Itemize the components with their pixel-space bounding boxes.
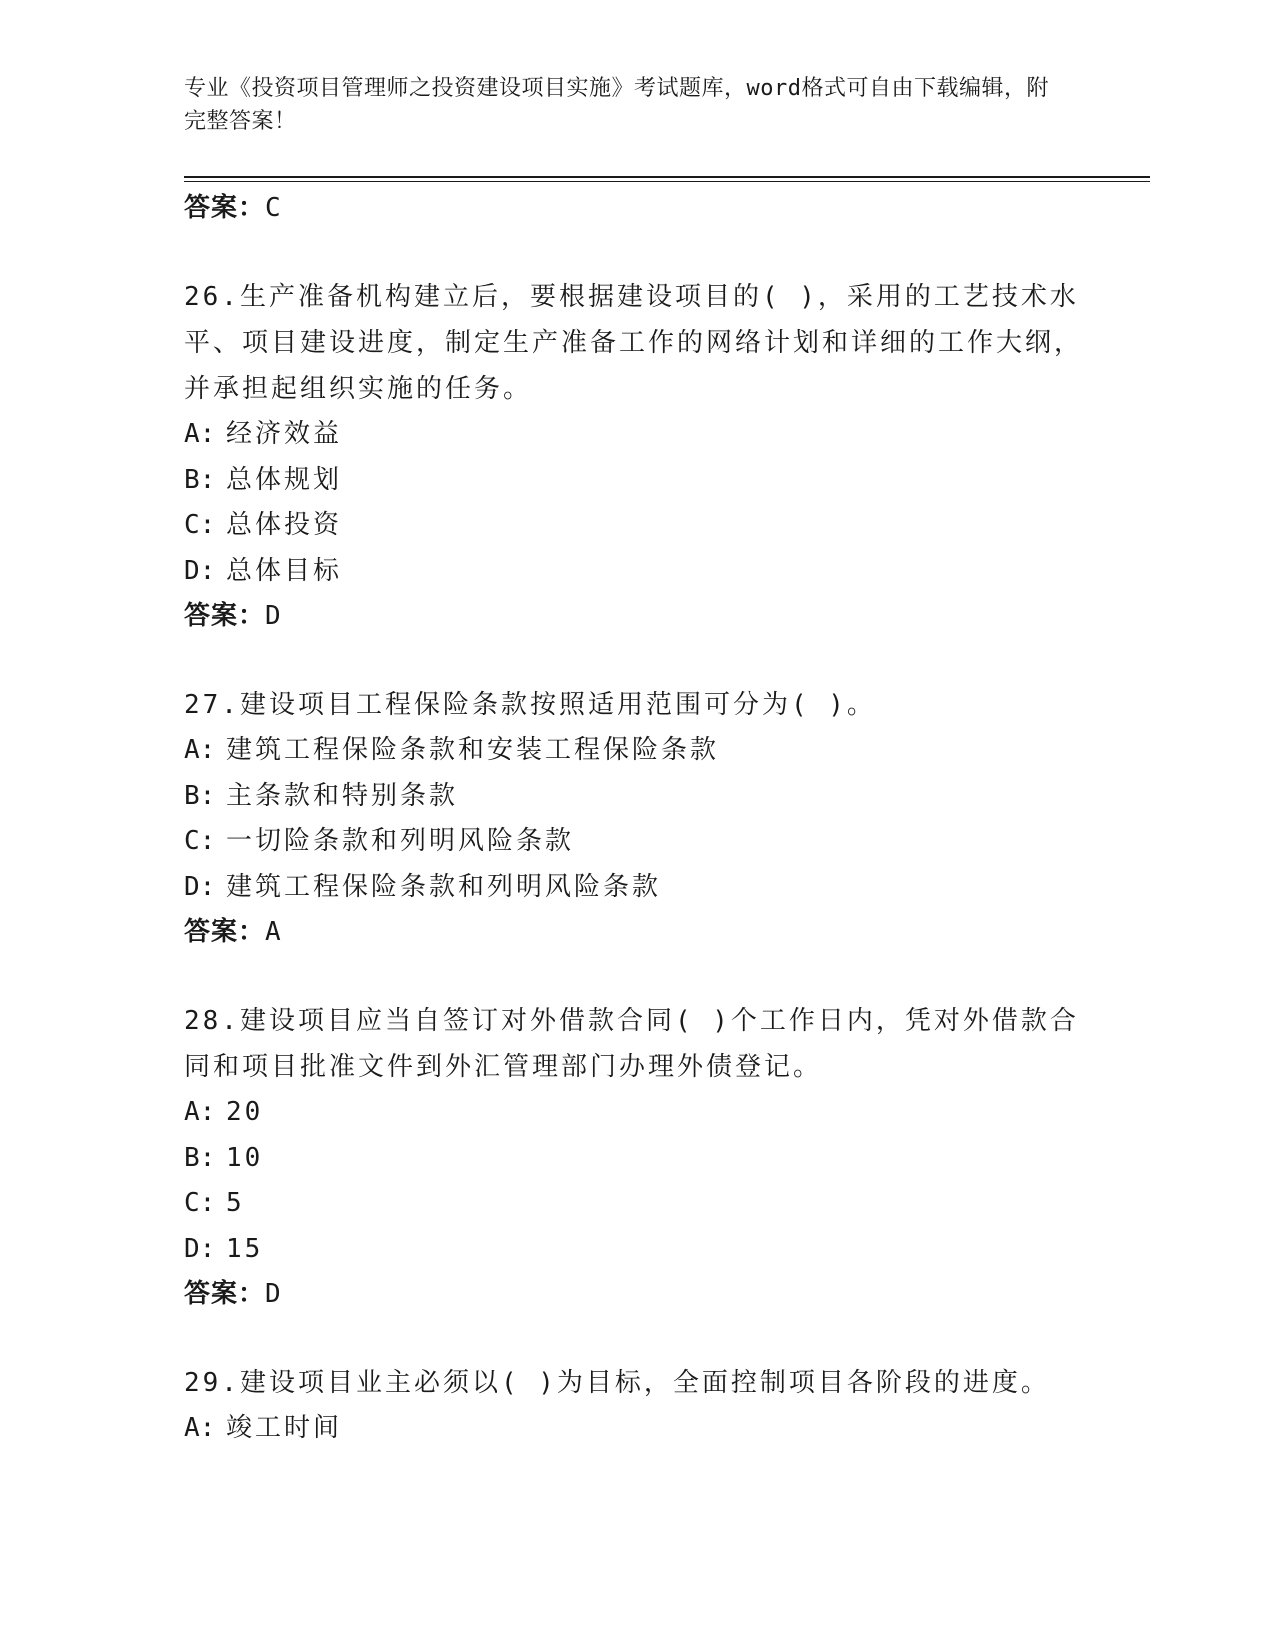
option-text: 15 [226, 1233, 264, 1264]
answer-line [184, 1272, 1084, 1316]
answer-value: D [265, 601, 282, 631]
option-text: 5 [226, 1188, 245, 1218]
option-letter: A: [184, 1413, 216, 1443]
option-text: 经济效益 [226, 419, 343, 449]
option-letter: A: [184, 735, 216, 765]
question-26 [184, 274, 1084, 412]
option-d [184, 549, 1084, 595]
option-text: 竣工时间 [226, 1413, 343, 1443]
header-divider [184, 176, 1150, 178]
header-divider-thin [184, 181, 1150, 182]
answer-label: 答案： [184, 917, 266, 947]
option-letter: B: [184, 780, 216, 811]
option-text: 20 [226, 1097, 264, 1127]
spacer [184, 638, 1084, 682]
question-text: 生产准备机构建立后，要根据建设项目的( )，采用的工艺技术水平、项目建设进度，制定生产准备工作的网络计划和详细的工作大纲，并承担起组织实施的任务。 [184, 282, 1084, 404]
option-letter: D: [184, 871, 216, 902]
question-number: 26. [184, 282, 240, 312]
question-number: 27. [184, 690, 240, 720]
option-text: 一切险条款和列明风险条款 [226, 826, 575, 856]
question-29 [184, 1360, 1084, 1406]
option-b [184, 458, 1084, 504]
option-b [184, 1136, 1084, 1182]
option-letter: D: [184, 555, 216, 586]
option-text: 总体投资 [226, 510, 343, 540]
option-a [184, 1090, 1084, 1136]
option-d [184, 865, 1084, 911]
question-number: 28. [184, 1006, 240, 1036]
answer-label: 答案： [184, 1279, 266, 1309]
answer-label: 答案： [184, 193, 266, 223]
option-text: 主条款和特别条款 [226, 780, 459, 811]
spacer [184, 1316, 1084, 1360]
option-text: 总体目标 [226, 555, 343, 586]
option-d [184, 1227, 1084, 1273]
option-b [184, 774, 1084, 820]
spacer [184, 230, 1084, 274]
option-letter: C: [184, 510, 216, 540]
answer-value: A [265, 917, 282, 947]
option-c [184, 819, 1084, 865]
option-text: 建筑工程保险条款和列明风险条款 [226, 871, 662, 902]
question-text: 建设项目工程保险条款按照适用范围可分为( )。 [239, 690, 876, 720]
option-a [184, 412, 1084, 458]
option-letter: D: [184, 1233, 216, 1264]
answer-line [184, 594, 1084, 638]
option-c [184, 503, 1084, 549]
page-header: 专业《投资项目管理师之投资建设项目实施》考试题库，word格式可自由下载编辑，附完整答案！ [184, 76, 1049, 134]
option-text: 10 [226, 1142, 264, 1173]
option-a [184, 1406, 1084, 1452]
option-text: 总体规划 [226, 464, 343, 495]
option-letter: A: [184, 419, 216, 449]
option-c [184, 1181, 1084, 1227]
option-letter: B: [184, 464, 216, 495]
option-a [184, 728, 1084, 774]
answer-value: C [265, 193, 282, 223]
question-27 [184, 682, 1084, 728]
answer-label: 答案： [184, 601, 266, 631]
answer-line [184, 186, 1084, 230]
question-text: 建设项目业主必须以( )为目标，全面控制项目各阶段的进度。 [239, 1368, 1050, 1398]
option-letter: C: [184, 1188, 216, 1218]
question-text: 建设项目应当自签订对外借款合同( )个工作日内，凭对外借款合同和项目批准文件到外汇管理部门办理外债登记。 [184, 1006, 1079, 1082]
option-letter: B: [184, 1142, 216, 1173]
question-28 [184, 998, 1084, 1090]
option-letter: C: [184, 826, 216, 856]
answer-line [184, 910, 1084, 954]
question-list [184, 186, 1084, 1452]
question-number: 29. [184, 1368, 240, 1398]
option-text: 建筑工程保险条款和安装工程保险条款 [226, 735, 720, 765]
answer-value: D [265, 1279, 282, 1309]
option-letter: A: [184, 1097, 216, 1127]
spacer [184, 954, 1084, 998]
